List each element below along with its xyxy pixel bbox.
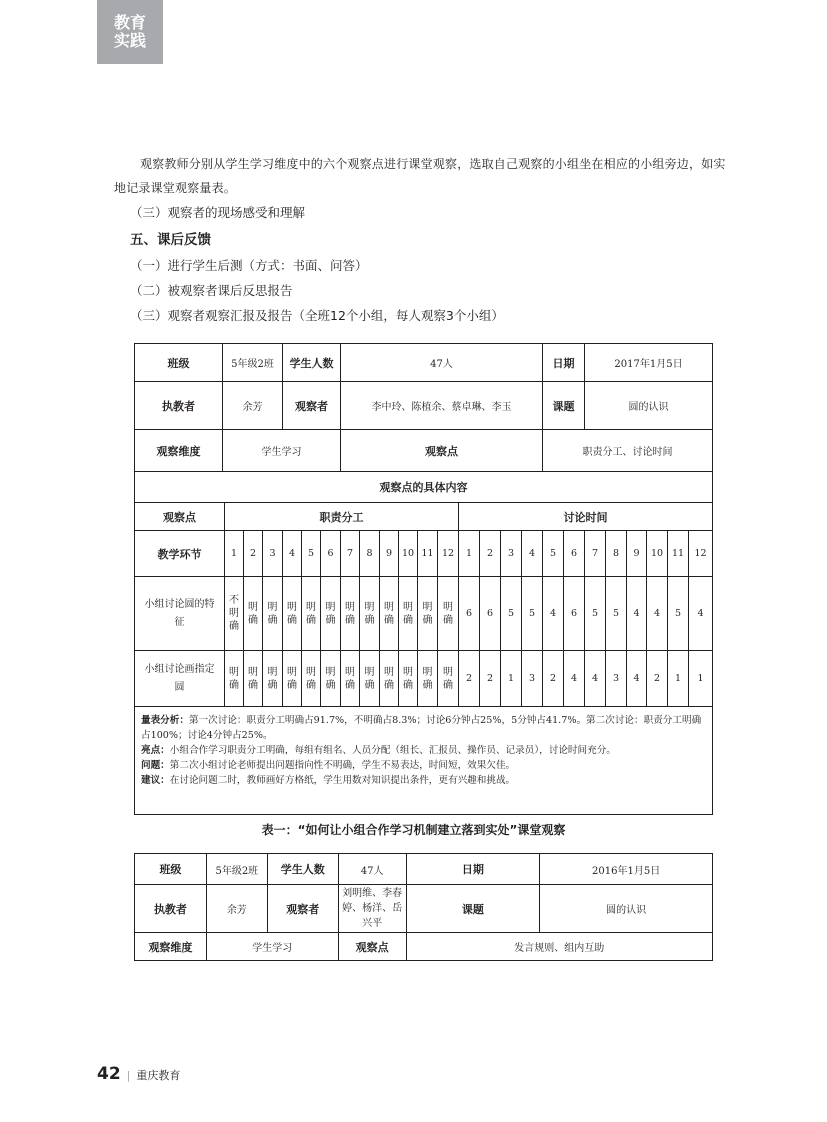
time-cell: 6 [459, 577, 480, 651]
t1-stage-header: 教学环节 [135, 531, 225, 577]
observation-table-2 [134, 853, 713, 961]
time-cell: 2 [647, 651, 668, 707]
journal-name: 重庆教育 [136, 1069, 181, 1082]
t1-class-label: 班级 [135, 344, 223, 382]
t1-observer-value: 李中玲、陈植余、蔡卓琳、李玉 [341, 382, 543, 430]
duty-group-number: 12 [438, 531, 459, 577]
t1-teacher-label: 执教者 [135, 382, 223, 430]
duty-cell: 不 明 确 [225, 577, 244, 651]
duty-group-number: 4 [283, 531, 302, 577]
duty-cell: 明 确 [225, 651, 244, 707]
duty-group-number: 7 [341, 531, 360, 577]
time-cell: 4 [543, 577, 564, 651]
line-reflection-report: （二）被观察者课后反思报告 [130, 283, 293, 298]
time-group-number: 4 [522, 531, 543, 577]
t2-point-value: 发言规则、组内互助 [406, 933, 712, 961]
time-cell: 4 [564, 651, 585, 707]
analysis-text: 第一次讨论：职责分工明确占91.7%，不明确占8.3%；讨论6分钟占25%，5分钟占41.7%。第二次讨论：职责分工明确占100%；讨论4分钟占25%。 [141, 715, 702, 741]
t2-dimension-value: 学生学习 [206, 933, 338, 961]
stage-cell: 小组讨论画指定圆 [135, 651, 225, 707]
analysis-label: 量表分析： [141, 715, 189, 726]
time-group-number: 1 [459, 531, 480, 577]
t1-topic-label: 课题 [543, 382, 585, 430]
time-cell: 6 [564, 577, 585, 651]
time-cell: 5 [522, 577, 543, 651]
duty-group-number: 2 [244, 531, 263, 577]
t2-topic-value: 圆的认识 [540, 885, 713, 933]
duty-cell: 明 确 [438, 651, 459, 707]
t1-teacher-value: 余芳 [223, 382, 283, 430]
time-cell: 5 [585, 577, 606, 651]
t1-duties-header: 职责分工 [225, 503, 459, 531]
t2-students-label: 学生人数 [267, 854, 338, 885]
heading-feedback: 五、课后反馈 [130, 232, 211, 248]
time-cell: 5 [606, 577, 627, 651]
time-cell: 2 [459, 651, 480, 707]
time-cell: 4 [647, 577, 668, 651]
t2-topic-label: 课题 [406, 885, 540, 933]
time-cell: 4 [627, 651, 647, 707]
problem-label: 问题： [141, 760, 170, 771]
t2-teacher-label: 执教者 [135, 885, 207, 933]
time-group-number: 12 [689, 531, 713, 577]
duty-cell: 明 确 [399, 577, 418, 651]
duty-cell: 明 确 [244, 651, 263, 707]
t1-students-value: 47人 [341, 344, 543, 382]
time-cell: 4 [627, 577, 647, 651]
line-observer-report: （三）观察者观察汇报及报告（全班12个小组，每人观察3个小组） [130, 308, 504, 323]
duty-cell: 明 确 [399, 651, 418, 707]
t1-dimension-label: 观察维度 [135, 430, 223, 472]
t2-point-label: 观察点 [338, 933, 406, 961]
time-group-number: 6 [564, 531, 585, 577]
time-group-number: 7 [585, 531, 606, 577]
time-group-number: 8 [606, 531, 627, 577]
time-group-number: 9 [627, 531, 647, 577]
highlight-label: 亮点： [141, 745, 170, 756]
duty-cell: 明 确 [302, 577, 321, 651]
t2-dimension-label: 观察维度 [135, 933, 207, 961]
time-cell: 4 [585, 651, 606, 707]
t1-time-header: 讨论时间 [459, 503, 713, 531]
t1-dimension-value: 学生学习 [223, 430, 341, 472]
t2-students-value: 47人 [338, 854, 406, 885]
time-cell: 1 [689, 651, 713, 707]
duty-cell: 明 确 [263, 577, 283, 651]
problem-text: 第二次小组讨论老师提出问题指向性不明确，学生不易表达，时间短，效果欠佳。 [169, 760, 516, 771]
t2-teacher-value: 余芳 [206, 885, 267, 933]
t2-date-label: 日期 [406, 854, 540, 885]
duty-group-number: 8 [360, 531, 380, 577]
section-tab-line1: 教育 [113, 13, 146, 32]
t2-class-value: 5年级2班 [206, 854, 267, 885]
duty-cell: 明 确 [380, 651, 399, 707]
duty-cell: 明 确 [321, 577, 341, 651]
duty-group-number: 1 [225, 531, 244, 577]
section-tab-line2: 实践 [113, 31, 146, 50]
time-cell: 3 [522, 651, 543, 707]
time-cell: 5 [501, 577, 522, 651]
duty-cell: 明 确 [302, 651, 321, 707]
table-row [135, 651, 713, 707]
duty-cell: 明 确 [341, 651, 360, 707]
page-footer [97, 1064, 180, 1084]
t1-point-label: 观察点 [341, 430, 543, 472]
time-group-number: 3 [501, 531, 522, 577]
time-cell: 6 [480, 577, 501, 651]
duty-cell: 明 确 [418, 577, 438, 651]
suggestion-label: 建议： [141, 775, 170, 786]
section-tab [97, 0, 163, 64]
footer-separator: | [126, 1069, 131, 1082]
time-group-number: 11 [668, 531, 689, 577]
time-cell: 1 [501, 651, 522, 707]
time-cell: 3 [606, 651, 627, 707]
duty-cell: 明 确 [341, 577, 360, 651]
duty-cell: 明 确 [263, 651, 283, 707]
duty-group-number: 6 [321, 531, 341, 577]
duty-cell: 明 确 [418, 651, 438, 707]
time-group-number: 10 [647, 531, 668, 577]
duty-cell: 明 确 [360, 577, 380, 651]
t1-topic-value: 圆的认识 [585, 382, 713, 430]
duty-cell: 明 确 [244, 577, 263, 651]
t2-date-value: 2016年1月5日 [540, 854, 713, 885]
duty-group-number: 3 [263, 531, 283, 577]
time-group-number: 5 [543, 531, 564, 577]
t1-point-value: 职责分工、讨论时间 [543, 430, 713, 472]
time-cell: 4 [689, 577, 713, 651]
duty-cell: 明 确 [380, 577, 399, 651]
duty-group-number: 5 [302, 531, 321, 577]
t1-date-label: 日期 [543, 344, 585, 382]
t1-students-label: 学生人数 [283, 344, 341, 382]
t2-observer-label: 观察者 [267, 885, 338, 933]
t1-observer-label: 观察者 [283, 382, 341, 430]
duty-cell: 明 确 [283, 577, 302, 651]
duty-cell: 明 确 [321, 651, 341, 707]
intro-paragraph: 观察教师分别从学生学习维度中的六个观察点进行课堂观察，选取自己观察的小组坐在相应的小组旁边，如实地记录课堂观察量表。 [114, 157, 726, 195]
line-observer-feelings: （三）观察者的现场感受和理解 [130, 205, 306, 220]
duty-cell: 明 确 [283, 651, 302, 707]
duty-group-number: 9 [380, 531, 399, 577]
page-number: 42 [97, 1064, 121, 1084]
duty-cell: 明 确 [438, 577, 459, 651]
highlight-text: 小组合作学习职责分工明确，每组有组名、人员分配（组长、汇报员、操作员、记录员），讨论时间充分。 [169, 745, 616, 756]
t1-date-value: 2017年1月5日 [585, 344, 713, 382]
t1-class-value: 5年级2班 [223, 344, 283, 382]
duty-group-number: 10 [399, 531, 418, 577]
duty-cell: 明 确 [360, 651, 380, 707]
t1-content-title: 观察点的具体内容 [135, 472, 713, 503]
line-post-test: （一）进行学生后测（方式：书面、问答） [130, 258, 368, 273]
time-cell: 1 [668, 651, 689, 707]
t2-observer-value: 刘明维、李春婷、杨洋、岳兴平 [338, 885, 406, 933]
time-cell: 5 [668, 577, 689, 651]
suggestion-text: 在讨论问题二时，教师画好方格纸，学生用数对知识提出条件，更有兴趣和挑战。 [169, 775, 516, 786]
time-group-number: 2 [480, 531, 501, 577]
time-cell: 2 [543, 651, 564, 707]
table-row [135, 577, 713, 651]
t2-class-label: 班级 [135, 854, 207, 885]
duty-group-number: 11 [418, 531, 438, 577]
stage-cell: 小组讨论圆的特征 [135, 577, 225, 651]
table1-caption: 表一：“如何让小组合作学习机制建立落到实处”课堂观察 [261, 823, 566, 837]
time-cell: 2 [480, 651, 501, 707]
t1-obs-point-header: 观察点 [135, 503, 225, 531]
observation-table-1 [134, 343, 713, 815]
analysis-block [135, 707, 713, 815]
